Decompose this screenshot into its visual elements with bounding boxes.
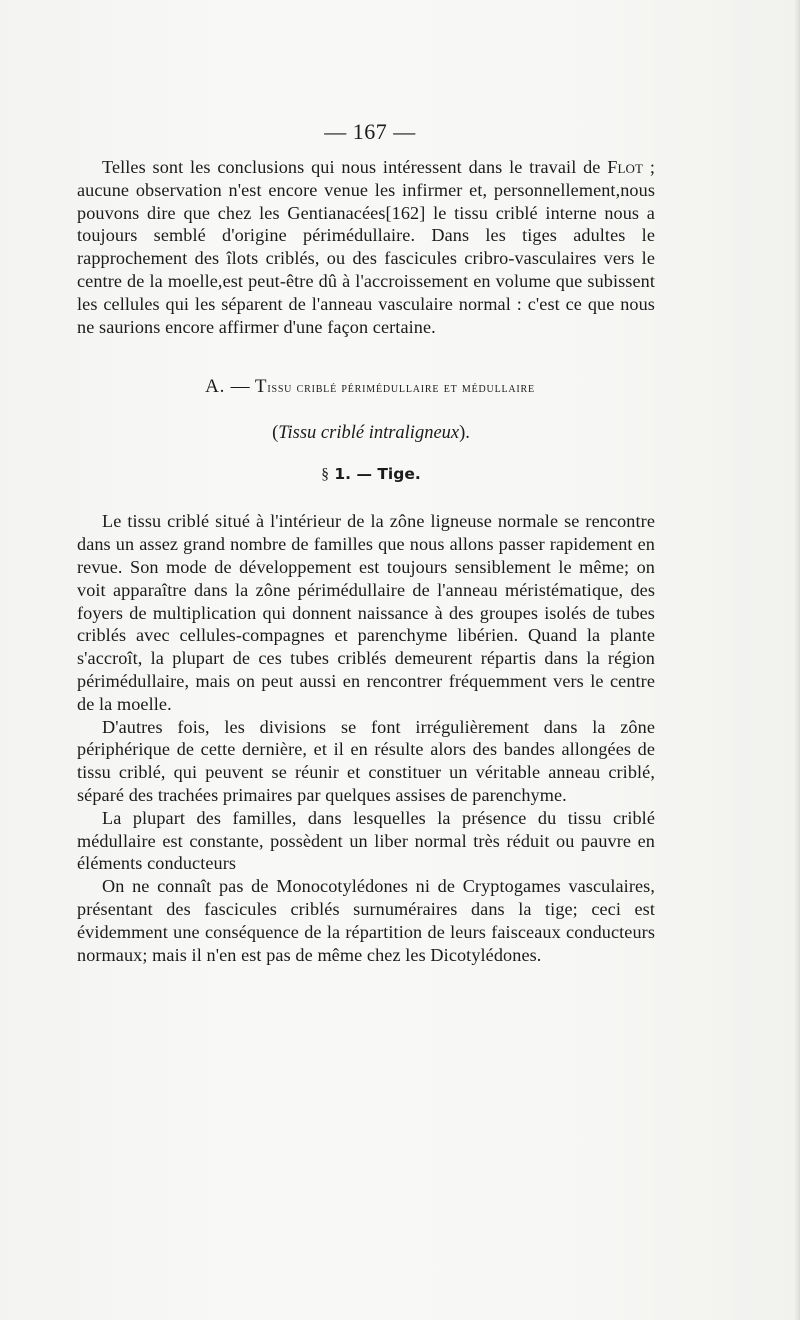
paragraph-monocotyledones: On ne connaît pas de Monocotylédones ni de Cryptogames vasculaires, présentant des fascicules criblés surnuméraires dans la tige; ceci est évidemment une conséquence de la répartition de leurs faisceaux conducteurs normaux; mais il n'en est pas de même chez les Dicotylédones.	[77, 876, 655, 965]
subsection-heading-text: 1. — Tige.	[334, 465, 421, 484]
section-first-letter: T	[254, 376, 268, 398]
subtitle-text: Tissu criblé intraligneux	[278, 423, 460, 444]
section-title-text: issu criblé périmédullaire et médullaire	[267, 380, 535, 397]
section-subtitle	[77, 421, 655, 445]
paragraph-conclusions	[77, 156, 655, 338]
paragraph-familles: La plupart des familles, dans lesquelles la présence du tissu criblé médullaire est constante, possèdent un liber normal très réduit ou pauvre en éléments conducteurs	[77, 807, 655, 874]
paragraph-conclusions-after: ; aucune observation n'est encore venue les infirmer et, personnellement,nous pouvons dire que chez les Gentianacées[162] le tissu criblé interne nous a toujours semblé d'origine périmédullaire. Dans les tiges adultes le rapprochement des îlots criblés, ou des fascicules cribro-vasculaires vers le centre de la moelle,est peut-être dû à l'accroissement en volume que subissent les cellules qui les séparent de l'anneau vasculaire normal : c'est ce que nous ne saurions encore affirmer d'une façon certaine.	[77, 157, 655, 337]
section-letter: A. —	[205, 376, 251, 398]
paragraph-tissu-cribl: Le tissu criblé situé à l'intérieur de la zône ligneuse normale se rencontre dans un assez grand nombre de familles que nous allons passer rapidement en revue. Son mode de développement est toujours sensiblement le même; on voit apparaître dans la zône périmédullaire de l'anneau méristématique, des foyers de multiplication qui donnent naissance à des groupes isolés de tubes criblés avec cellules-compagnes et parenchyme libérien. Quand la plante s'accroît, la plupart de ces tubes criblés demeurent répartis dans la région périmédullaire, mais on peut aussi en rencontrer fréquemment vers le centre de la moelle.	[77, 511, 655, 714]
page-edge-shadow	[794, 0, 800, 1320]
subtitle-open-paren: (	[272, 423, 279, 444]
paragraph-conclusions-before: Telles sont les conclusions qui nous intéressent dans le travail de	[102, 157, 608, 177]
paragraph-divisions: D'autres fois, les divisions se font irrégulièrement dans la zône périphérique de cette dernière, et il en résulte alors des bandes allongées de tissu criblé, qui peuvent se réunir et constituer un véritable anneau criblé, séparé des trachées primaires par quelques assises de parenchyme.	[77, 716, 655, 805]
page-content	[77, 118, 655, 966]
author-name-flot: Flot	[607, 157, 644, 177]
paragraph-symbol: §	[321, 466, 329, 484]
subtitle-close-paren: ).	[459, 423, 470, 444]
page-number: — 167 —	[324, 119, 416, 144]
section-heading-a	[77, 377, 655, 398]
subsection-heading-tige	[77, 463, 655, 486]
